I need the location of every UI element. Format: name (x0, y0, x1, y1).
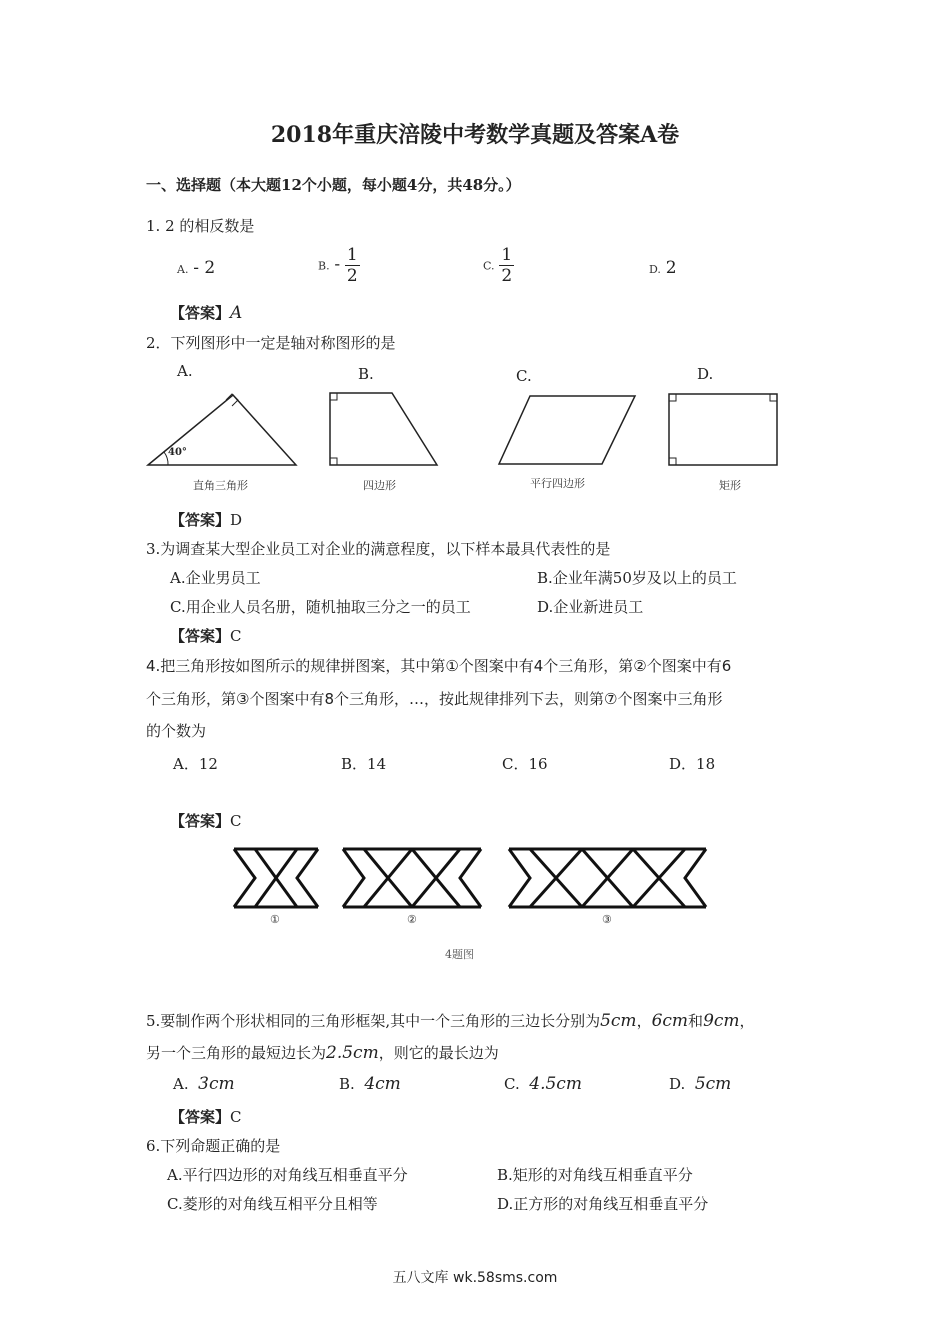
q1-stem: 1. 2 的相反数是 (146, 217, 255, 235)
parallelogram-figure (499, 396, 635, 464)
q3-answer: 【答案】C (170, 627, 242, 645)
q4-option-b: B．14 (341, 755, 387, 773)
q6-stem: 6.下列命题正确的是 (146, 1137, 281, 1155)
q1-option-b-fraction: $\frac{1}{2}$ (346, 245, 358, 286)
q1-option-b: B. - $\frac{1}{2}$ (318, 245, 358, 286)
q4-option-a: A．12 (173, 755, 218, 773)
q6-option-c: C.菱形的对角线互相平分且相等 (167, 1195, 378, 1213)
q5-answer: 【答案】C (170, 1108, 242, 1126)
q6-option-b: B.矩形的对角线互相垂直平分 (497, 1166, 693, 1184)
section-heading: 一、选择题（本大题12个小题，每小题4分，共48分。） (146, 176, 521, 194)
pattern-label-1: ① (270, 913, 280, 926)
q3-option-a: A.企业男员工 (170, 569, 261, 587)
caption-parallelogram: 平行四边形 (530, 477, 585, 490)
caption-rectangle: 矩形 (719, 479, 741, 492)
q2-stem: 2．下列图形中一定是轴对称图形的是 (146, 334, 396, 352)
page-title: 2018年重庆涪陵中考数学真题及答案A卷 (270, 122, 680, 148)
q4-stem-line-1: 4.把三角形按如图所示的规律拼图案，其中第①个图案中有4个三角形，第②个图案中有6 (146, 657, 732, 675)
pattern-2 (343, 849, 481, 907)
q2-label-c: C. (516, 367, 532, 385)
q1-answer: 【答案】A (170, 303, 243, 323)
q5-option-d: D. 5cm (669, 1074, 732, 1094)
q1-option-d: D. 2 (649, 258, 677, 278)
pattern-1 (234, 849, 318, 907)
q3-option-c: C.用企业人员名册，随机抽取三分之一的员工 (170, 598, 471, 616)
q3-option-b: B.企业年满50岁及以上的员工 (537, 569, 737, 587)
angle-label: 40° (168, 447, 187, 458)
q6-option-a: A.平行四边形的对角线互相垂直平分 (167, 1166, 408, 1184)
q4-figure-caption: 4题图 (445, 948, 474, 961)
q5-stem-line-2: 另一个三角形的最短边长为2.5cm，则它的最长边为 (146, 1043, 499, 1063)
page-footer: 五八文库 wk.58sms.com (392, 1270, 558, 1286)
pattern-label-2: ② (407, 913, 417, 926)
q4-pattern-figure (0, 840, 950, 920)
q3-option-d: D.企业新进员工 (537, 598, 644, 616)
q5-option-c: C. 4.5cm (504, 1074, 582, 1094)
q4-answer: 【答案】C (170, 812, 242, 830)
caption-right-triangle: 直角三角形 (193, 479, 248, 492)
q1-option-c-fraction: $\frac{1}{2}$ (501, 245, 513, 286)
q4-stem-line-2: 个三角形，第③个图案中有8个三角形，…，按此规律排列下去，则第⑦个图案中三角形 (146, 690, 723, 708)
q5-stem-line-1: 5.要制作两个形状相同的三角形框架,其中一个三角形的三边长分别为5cm，6cm和9cm， (146, 1011, 755, 1031)
q2-label-b: B. (358, 365, 374, 383)
q5-option-a: A. 3cm (173, 1074, 235, 1094)
q5-option-b: B. 4cm (339, 1074, 401, 1094)
pattern-label-3: ③ (602, 913, 612, 926)
q2-label-a: A. (177, 362, 193, 380)
rectangle-figure (669, 394, 777, 465)
q4-option-d: D．18 (669, 755, 716, 773)
q4-option-c: C．16 (502, 755, 548, 773)
q1-option-c: C. $\frac{1}{2}$ (483, 245, 513, 286)
q1-option-a: A. - 2 (177, 258, 216, 278)
pattern-3 (509, 849, 706, 907)
q2-answer: 【答案】D (170, 511, 243, 529)
q4-stem-line-3: 的个数为 (146, 722, 207, 740)
caption-quadrilateral: 四边形 (363, 479, 396, 492)
q2-label-d: D. (697, 365, 714, 383)
quadrilateral-figure (330, 393, 437, 465)
q3-stem: 3.为调查某大型企业员工对企业的满意程度，以下样本最具代表性的是 (146, 540, 611, 558)
q6-option-d: D.正方形的对角线互相垂直平分 (497, 1195, 709, 1213)
q2-figures (0, 0, 950, 520)
